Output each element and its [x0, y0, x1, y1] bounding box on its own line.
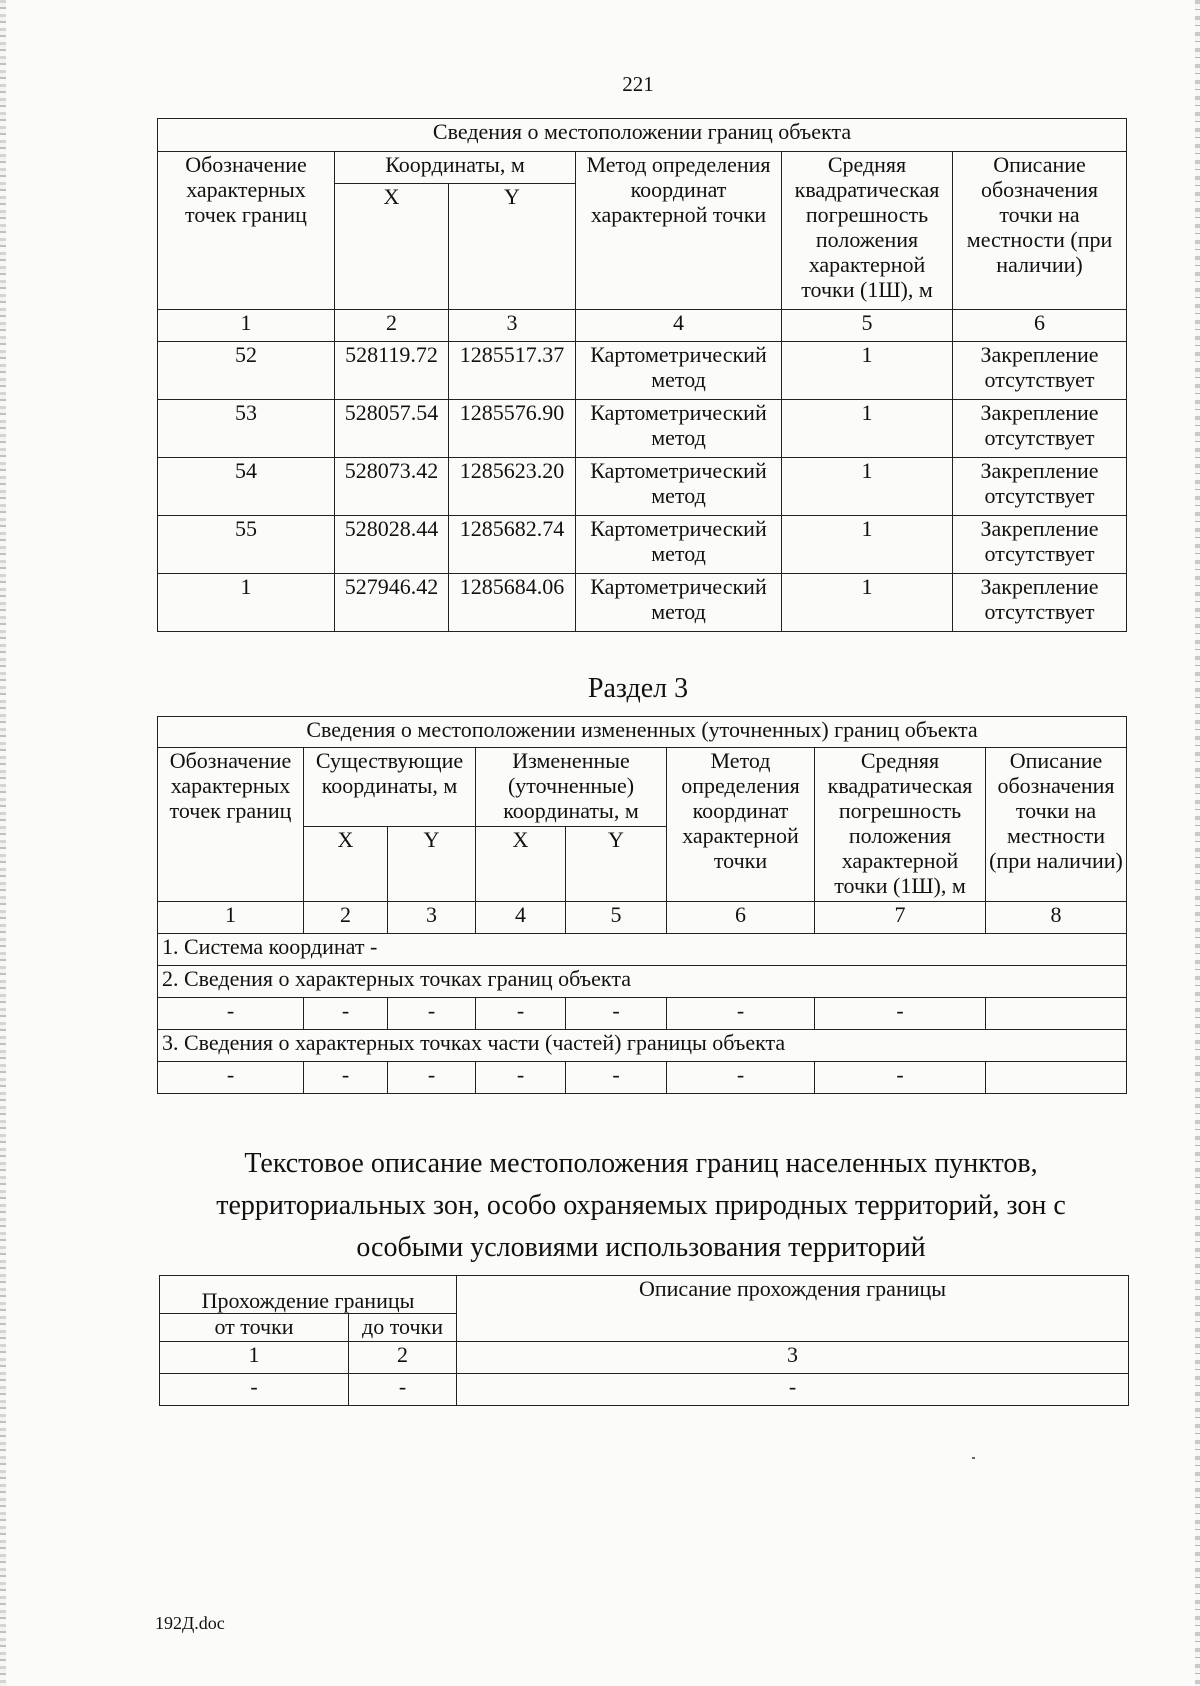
column-number: 3 [457, 1342, 1129, 1374]
table-row [158, 998, 1127, 1030]
method-cell: Картометрический метод [576, 574, 782, 632]
x-cell: 528028.44 [335, 516, 449, 574]
column-number: 5 [566, 902, 667, 934]
description-cell: Закрепление отсутствует [953, 458, 1127, 516]
column-number: 1 [158, 902, 304, 934]
header-passage-description: Описание прохождения границы [457, 1276, 1129, 1342]
dash-cell: - [349, 1374, 457, 1406]
header-coordinates: Координаты, м [335, 152, 576, 184]
column-number: 4 [476, 902, 566, 934]
method-cell: Картометрический метод [576, 516, 782, 574]
column-number: 7 [815, 902, 986, 934]
point-cell: 54 [158, 458, 335, 516]
column-numbers-row [158, 902, 1127, 934]
point-cell: 55 [158, 516, 335, 574]
column-number: 5 [782, 310, 953, 342]
point-cell: 52 [158, 342, 335, 400]
header-method: Метод определения координат характерной точки [667, 748, 815, 902]
dash-cell: - [158, 998, 304, 1030]
error-cell: 1 [782, 342, 953, 400]
method-cell: Картометрический метод [576, 458, 782, 516]
header-point: Обозначение характерных точек границ [158, 152, 335, 310]
scan-speck [972, 1457, 975, 1459]
column-number: 2 [304, 902, 388, 934]
column-numbers-row [160, 1342, 1129, 1374]
header-error: Средняя квадратическая погрешность положения характерной точки (1Ш), м [782, 152, 953, 310]
method-cell: Картометрический метод [576, 400, 782, 458]
column-number: 1 [158, 310, 335, 342]
empty-cell [986, 1062, 1127, 1094]
column-number: 6 [667, 902, 815, 934]
error-cell: 1 [782, 400, 953, 458]
header-x: X [304, 827, 388, 902]
column-number: 1 [160, 1342, 349, 1374]
header-point: Обозначение характерных точек границ [158, 748, 304, 902]
column-number: 6 [953, 310, 1127, 342]
column-number: 3 [449, 310, 576, 342]
scan-edge-left [0, 0, 6, 1686]
table-row [158, 342, 1127, 400]
table-row [158, 400, 1127, 458]
coordinate-system-row: 1. Система координат - [158, 934, 1127, 966]
scan-edge-right [1195, 0, 1200, 1686]
dash-cell: - [815, 998, 986, 1030]
dash-cell: - [476, 1062, 566, 1094]
table-row [158, 516, 1127, 574]
y-cell: 1285576.90 [449, 400, 576, 458]
table-title: Сведения о местоположении измененных (уточненных) границ объекта [158, 717, 1127, 748]
header-method: Метод определения координат характерной точки [576, 152, 782, 310]
x-cell: 528057.54 [335, 400, 449, 458]
boundary-passage-table [159, 1275, 1129, 1406]
title-line: территориальных зон, особо охраняемых природных территорий, зон с [216, 1190, 1066, 1221]
header-x: X [476, 827, 566, 902]
dash-cell: - [457, 1374, 1129, 1406]
dash-cell: - [158, 1062, 304, 1094]
description-cell: Закрепление отсутствует [953, 400, 1127, 458]
boundaries-table [157, 118, 1127, 632]
dash-cell: - [566, 998, 667, 1030]
header-error: Средняя квадратическая погрешность положения характерной точки (1Ш), м [815, 748, 986, 902]
column-number: 4 [576, 310, 782, 342]
table-row [158, 1062, 1127, 1094]
method-cell: Картометрический метод [576, 342, 782, 400]
y-cell: 1285684.06 [449, 574, 576, 632]
page-number: 221 [622, 72, 654, 96]
changed-boundaries-table [157, 716, 1127, 1094]
table-row [158, 458, 1127, 516]
dash-cell: - [304, 1062, 388, 1094]
description-cell: Закрепление отсутствует [953, 516, 1127, 574]
header-to-point: до точки [349, 1314, 457, 1342]
x-cell: 527946.42 [335, 574, 449, 632]
table-title: Сведения о местоположении границ объекта [158, 119, 1127, 152]
header-changed-coordinates: Измененные (уточненные) координаты, м [476, 748, 667, 827]
table-row [160, 1374, 1129, 1406]
dash-cell: - [388, 1062, 476, 1094]
header-description: Описание обозначения точки на местности (при наличии) [953, 152, 1127, 310]
parts-section-row: 3. Сведения о характерных точках части (частей) границы объекта [158, 1030, 1127, 1062]
header-description: Описание обозначения точки на местности (при наличии) [986, 748, 1127, 902]
column-numbers-row [158, 310, 1127, 342]
dash-cell: - [667, 1062, 815, 1094]
column-number: 2 [349, 1342, 457, 1374]
column-number: 2 [335, 310, 449, 342]
y-cell: 1285623.20 [449, 458, 576, 516]
title-line: Текстовое описание местоположения границ населенных пунктов, [244, 1148, 1038, 1179]
dash-cell: - [388, 998, 476, 1030]
x-cell: 528119.72 [335, 342, 449, 400]
error-cell: 1 [782, 516, 953, 574]
header-existing-coordinates: Существующие координаты, м [304, 748, 476, 827]
dash-cell: - [476, 998, 566, 1030]
title-line: особыми условиями использования территорий [356, 1232, 926, 1263]
header-y: Y [566, 827, 667, 902]
point-cell: 53 [158, 400, 335, 458]
header-y: Y [388, 827, 476, 902]
header-x: X [335, 184, 449, 310]
empty-cell [986, 998, 1127, 1030]
error-cell: 1 [782, 574, 953, 632]
dash-cell: - [667, 998, 815, 1030]
description-cell: Закрепление отсутствует [953, 342, 1127, 400]
section-3-title: Раздел 3 [587, 673, 689, 704]
dash-cell: - [304, 998, 388, 1030]
y-cell: 1285517.37 [449, 342, 576, 400]
header-from-point: от точки [160, 1314, 349, 1342]
points-section-row: 2. Сведения о характерных точках границ объекта [158, 966, 1127, 998]
x-cell: 528073.42 [335, 458, 449, 516]
footer-filename: 192Д.doc [155, 1613, 225, 1633]
column-number: 8 [986, 902, 1127, 934]
dash-cell: - [566, 1062, 667, 1094]
y-cell: 1285682.74 [449, 516, 576, 574]
text-description-title [160, 1143, 1122, 1269]
dash-cell: - [160, 1374, 349, 1406]
table-row [158, 574, 1127, 632]
dash-cell: - [815, 1062, 986, 1094]
column-number: 3 [388, 902, 476, 934]
error-cell: 1 [782, 458, 953, 516]
header-passage: Прохождение границы [160, 1276, 457, 1314]
header-y: Y [449, 184, 576, 310]
point-cell: 1 [158, 574, 335, 632]
description-cell: Закрепление отсутствует [953, 574, 1127, 632]
